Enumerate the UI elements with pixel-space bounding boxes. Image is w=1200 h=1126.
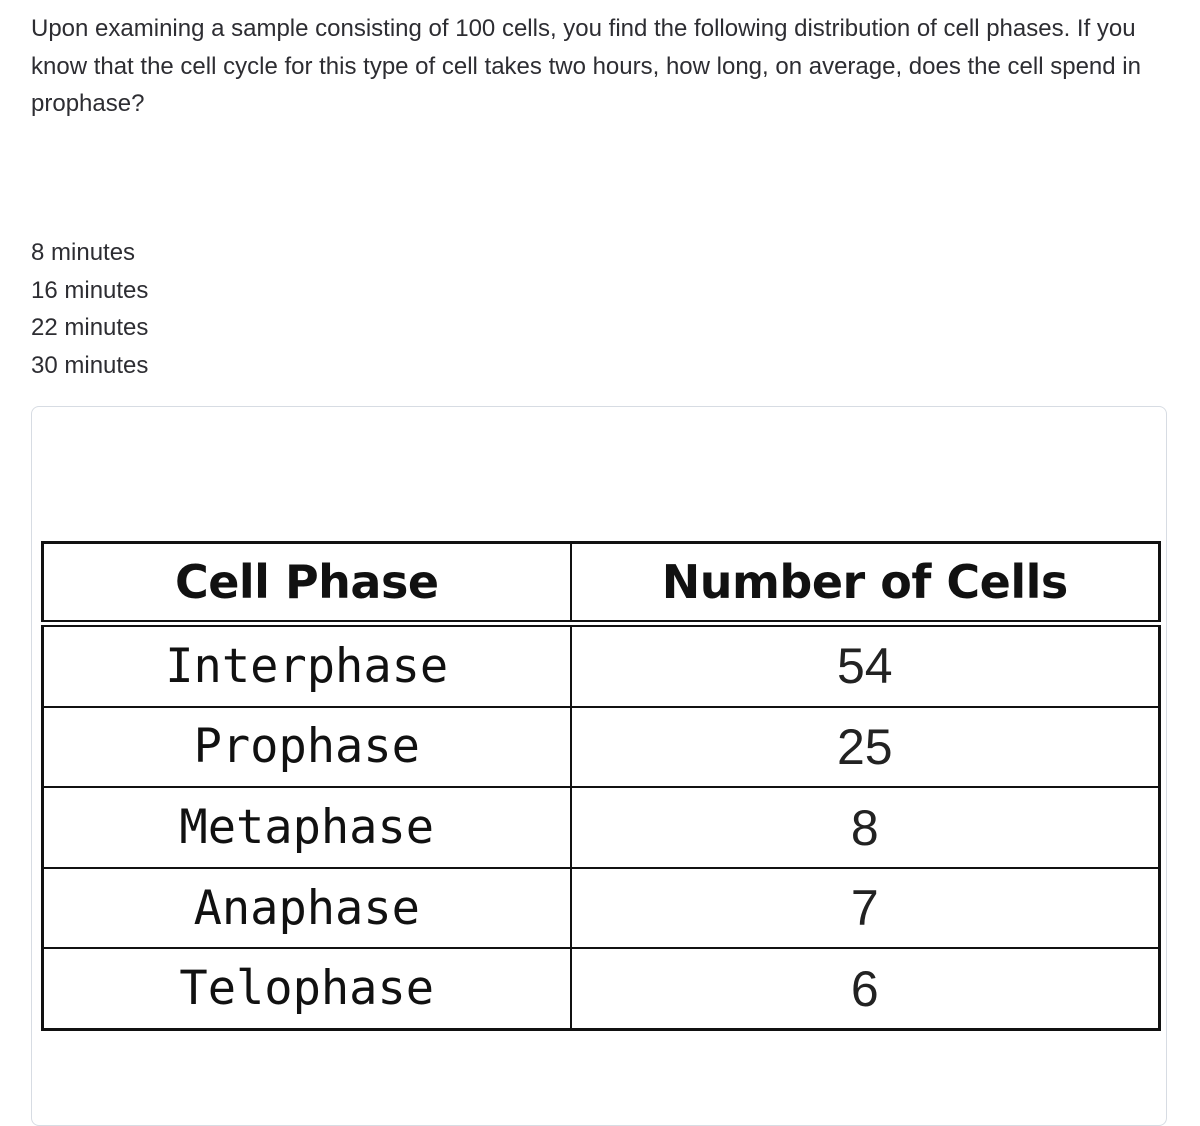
phase-cell: Metaphase bbox=[43, 787, 571, 868]
table-row bbox=[43, 787, 1160, 868]
table-row bbox=[43, 707, 1160, 788]
count-cell: 6 bbox=[571, 948, 1160, 1029]
cell-phase-table bbox=[41, 541, 1161, 1031]
count-cell: 25 bbox=[571, 707, 1160, 788]
count-cell: 7 bbox=[571, 868, 1160, 949]
table-row bbox=[43, 948, 1160, 1029]
phase-cell: Anaphase bbox=[43, 868, 571, 949]
answer-option[interactable]: 30 minutes bbox=[31, 351, 149, 379]
answer-option[interactable]: 22 minutes bbox=[31, 314, 149, 341]
phase-cell: Interphase bbox=[43, 624, 571, 707]
question-image-card bbox=[31, 406, 1167, 1126]
header-number-of-cells: Number of Cells bbox=[571, 543, 1160, 624]
count-cell: 8 bbox=[571, 787, 1160, 868]
header-cell-phase: Cell Phase bbox=[43, 543, 571, 624]
phase-cell: Telophase bbox=[43, 948, 571, 1029]
table-row bbox=[43, 624, 1160, 707]
table-header-row bbox=[43, 543, 1160, 624]
answer-option[interactable]: 16 minutes bbox=[31, 276, 149, 304]
phase-cell: Prophase bbox=[43, 707, 571, 788]
answer-options bbox=[31, 234, 148, 384]
answer-option[interactable]: 8 minutes bbox=[31, 239, 136, 266]
table-row bbox=[43, 868, 1160, 949]
count-cell: 54 bbox=[571, 624, 1160, 707]
question-text: Upon examining a sample consisting of 100 cells, you find the following distribution of cell phases. If you know that the cell cycle for this type of cell takes two hours, how long, on average, does the cell spend in prophase? bbox=[31, 15, 1141, 117]
